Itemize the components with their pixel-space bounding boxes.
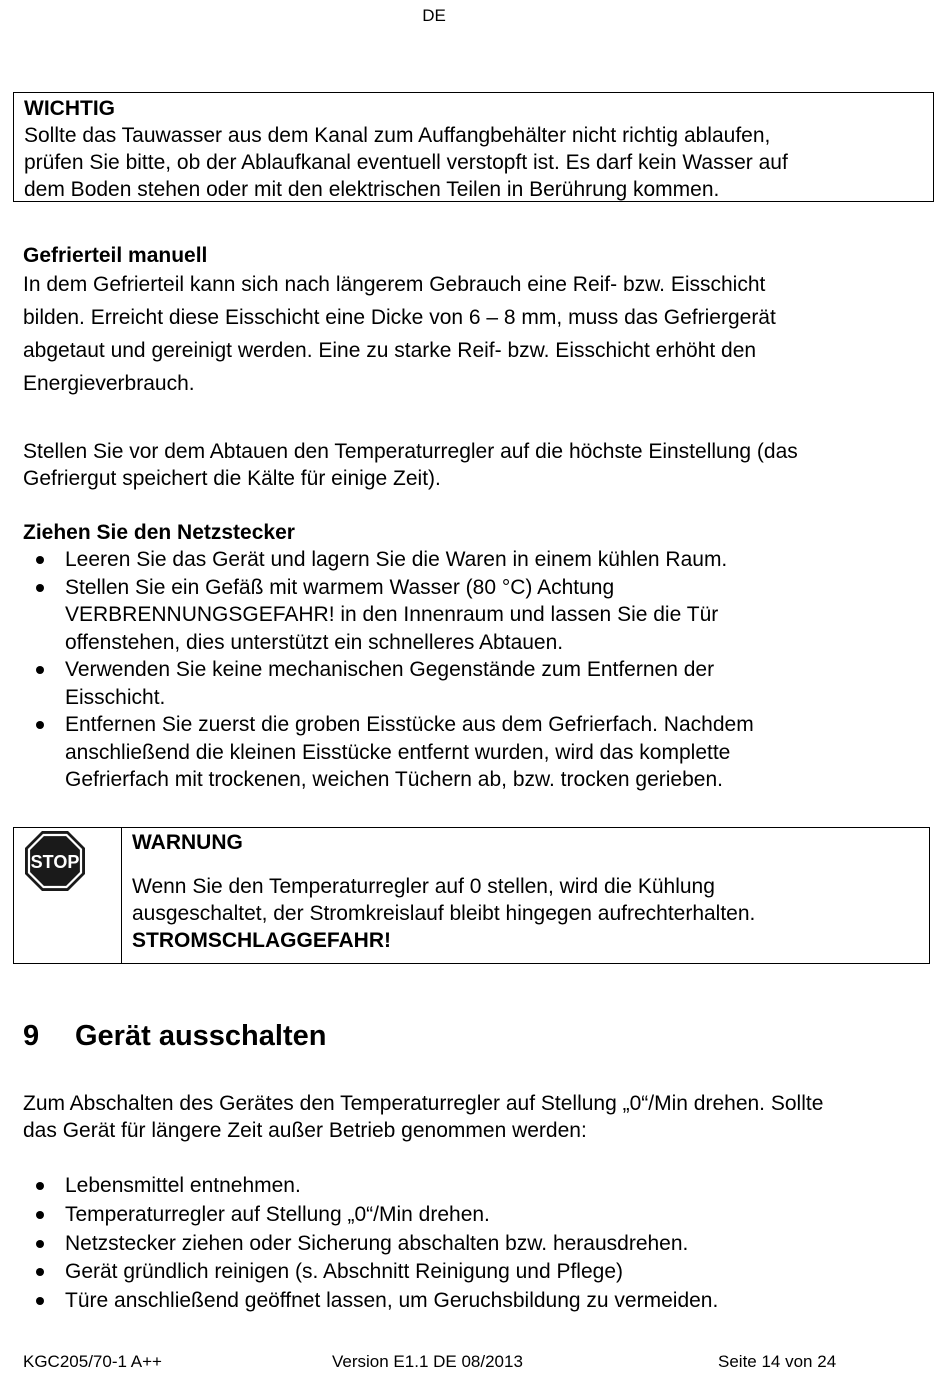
important-title: WICHTIG <box>24 97 115 120</box>
list-item: Gerät gründlich reinigen (s. Abschnitt Reinigung und Pflege) <box>0 1258 923 1287</box>
freezer-line: bilden. Erreicht diese Eisschicht eine Dicke von 6 – 8 mm, muss das Gefriergerät <box>23 306 776 329</box>
section-heading <box>23 1020 326 1053</box>
list-item: Türe anschließend geöffnet lassen, um Geruchsbildung zu vermeiden. <box>0 1287 923 1316</box>
footer-model: KGC205/70-1 A++ <box>23 1352 162 1371</box>
switch-off-list <box>0 1172 923 1316</box>
stop-sign-text: STOP <box>30 852 80 872</box>
intro-line: das Gerät für längere Zeit außer Betrieb genommen werden: <box>23 1119 587 1142</box>
warning-line: ausgeschaltet, der Stromkreislauf bleibt hingegen aufrechterhalten. <box>132 902 756 925</box>
list-item: Entfernen Sie zuerst die groben Eisstücke aus dem Gefrierfach. Nachdem anschließend die kleinen Eisstücke entfernt wurden, wird das komplette Gefrierfach mit trockenen, weichen Tüchern ab, bzw. trocken gerieben. <box>0 711 923 794</box>
section-intro <box>23 1090 923 1144</box>
important-line: prüfen Sie bitte, ob der Ablaufkanal eventuell verstopft ist. Es darf kein Wasser auf <box>24 151 788 174</box>
defrost-line: Stellen Sie vor dem Abtauen den Temperaturregler auf die höchste Einstellung (das <box>23 440 798 463</box>
list-item: Leeren Sie das Gerät und lagern Sie die Waren in einem kühlen Raum. <box>0 546 923 574</box>
warning-title: WARNUNG <box>132 831 243 854</box>
stop-sign-icon <box>24 830 86 892</box>
list-item: Verwenden Sie keine mechanischen Gegenstände zum Entfernen der Eisschicht. <box>0 656 923 711</box>
freezer-line: In dem Gefrierteil kann sich nach längerem Gebrauch eine Reif- bzw. Eisschicht <box>23 273 766 296</box>
freezer-line: abgetaut und gereinigt werden. Eine zu starke Reif- bzw. Eisschicht erhöht den <box>23 339 757 362</box>
important-line: dem Boden stehen oder mit den elektrischen Teilen in Berührung kommen. <box>24 178 720 201</box>
list-item: Temperaturregler auf Stellung „0“/Min drehen. <box>0 1201 923 1230</box>
intro-line: Zum Abschalten des Gerätes den Temperaturregler auf Stellung „0“/Min drehen. Sollte <box>23 1092 824 1115</box>
list-item: Stellen Sie ein Gefäß mit warmem Wasser (80 °C) Achtung VERBRENNUNGSGEFAHR! in den Innenraum und lassen Sie die Tür offenstehen, dies unterstützt ein schnelleres Abtauen. <box>0 574 923 657</box>
list-item: Lebensmittel entnehmen. <box>0 1172 923 1201</box>
list-item: Netzstecker ziehen oder Sicherung abschalten bzw. herausdrehen. <box>0 1230 923 1259</box>
important-notice-box <box>13 92 934 202</box>
important-line: Sollte das Tauwasser aus dem Kanal zum Auffangbehälter nicht richtig ablaufen, <box>24 124 771 147</box>
warning-line: Wenn Sie den Temperaturregler auf 0 stellen, wird die Kühlung <box>132 875 715 898</box>
warning-box <box>13 827 930 964</box>
section-number: 9 <box>23 1020 40 1052</box>
warning-text-cell <box>122 828 929 963</box>
unplug-section <box>23 519 923 794</box>
freezer-title: Gefrierteil manuell <box>23 244 208 267</box>
footer-page-number: Seite 14 von 24 <box>718 1352 837 1371</box>
defrost-paragraph <box>23 438 923 492</box>
unplug-title: Ziehen Sie den Netzstecker <box>23 521 295 544</box>
defrost-line: Gefriergut speichert die Kälte für einige Zeit). <box>23 467 441 490</box>
warning-emphasis: STROMSCHLAGGEFAHR! <box>132 929 391 952</box>
switch-off-steps <box>23 1172 923 1316</box>
unplug-list <box>0 546 923 794</box>
freezer-section <box>23 242 923 400</box>
header-language: DE <box>422 6 446 25</box>
section-title: Gerät ausschalten <box>75 1020 327 1052</box>
footer-version: Version E1.1 DE 08/2013 <box>332 1352 523 1371</box>
freezer-line: Energieverbrauch. <box>23 372 195 395</box>
warning-icon-cell <box>14 828 122 963</box>
